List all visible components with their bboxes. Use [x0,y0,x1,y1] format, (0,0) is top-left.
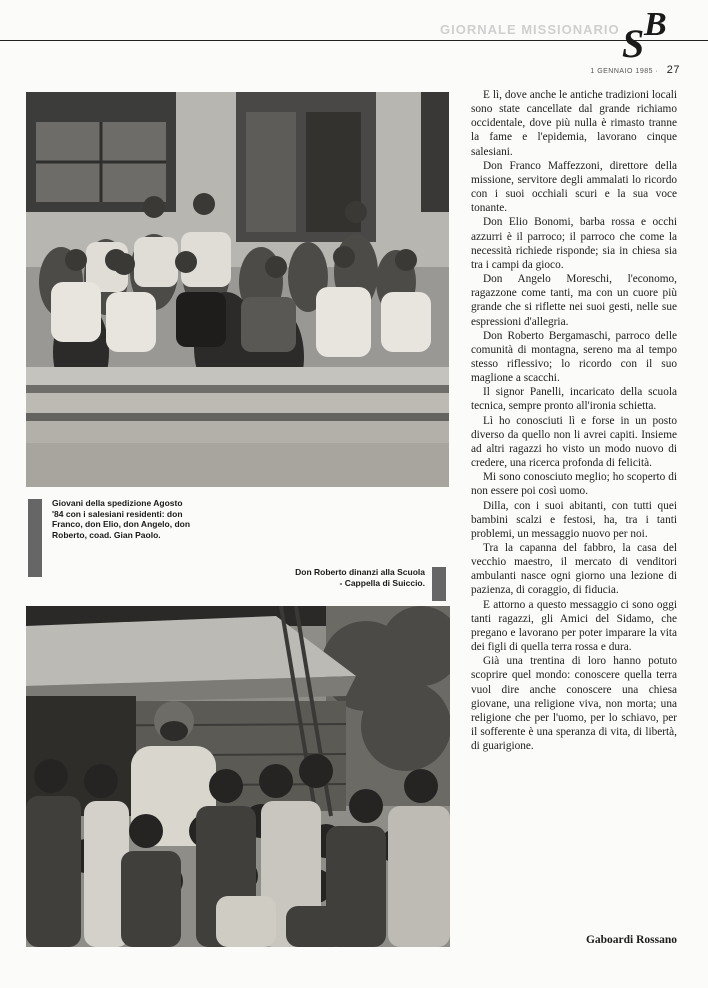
children-photo [26,606,450,947]
logo-letter-s: S [622,21,645,66]
group-photo [26,92,449,487]
article-paragraph: Don Angelo Moreschi, l'economo, ragazzone come tanti, ma con un cuore più grande che si riflette nei suoi gesti, nelle sue espressioni d'allegria. [471,273,677,328]
logo-letter-b: B [644,6,667,43]
article-paragraph: Il signor Panelli, incaricato della scuola tecnica, sempre pronto all'ironia schietta. [471,386,677,413]
issue-date: 1 GENNAIO 1985 [590,68,653,75]
magazine-logo [618,6,678,66]
article-paragraph: Don Roberto Bergamaschi, parroco delle comunità di montagna, sereno ma al tempo stesso riflessivo; lo ricordo con il suo maglione a scacchi. [471,329,677,385]
article-paragraph: Mi sono conosciuto meglio; ho scoperto di non essere poi così uomo. [471,471,677,498]
author-signature: Gaboardi Rossano [585,934,677,946]
article-paragraph: Lì ho conosciuti lì e forse in un posto diverso da quello non li avrei capiti. Insieme ad altri ragazzi ho visto un modo nuovo di credere, una ricerca profonda di felicità. [471,414,677,470]
page-number: 27 [666,64,680,76]
article-paragraph: Tra la capanna del fabbro, la casa del vecchio maestro, il mercato di venditori ambulanti nasce ogni giorno una lezione di pazienza, di coraggio, di fiducia. [471,542,677,597]
caption2-bar [432,567,446,601]
ghost-header-text: GIORNALE MISSIONARIO [440,22,620,37]
dateline-separator: · [655,68,659,75]
article-paragraph: Già una trentina di loro hanno potuto scoprire quel mondo: conoscere quella terra vuol dire anche conoscere una chiesa giovane, una religione viva, non morta; una religione che per l'uomo, per lo schiavo, per il sofferente è una speranza di vita, di libertà, di guarigione. [471,655,677,753]
header-rule [0,40,708,41]
caption1-bar [28,499,42,577]
article-paragraph: Don Franco Maffezzoni, direttore della missione, servitore degli ammalati lo ricordo con i suoi occhiali scuri e la sua voce tonante. [471,159,677,215]
article-body [471,88,677,753]
dateline [520,64,680,76]
caption-group-photo: Giovani della spedizione Agosto '84 con i salesiani residenti: don Franco, don Elio, don Angelo, don Roberto, coad. Gian Paolo. [52,498,191,540]
article-paragraph: E attorno a questo messaggio ci sono oggi tanti ragazzi, gli Amici del Sidamo, che pregano e lavorano per poter imparare la vita dei figli di quella terra rossa e dura. [471,598,677,654]
article-paragraph: Dilla, con i suoi abitanti, con tutti quei bambini scalzi e festosi, ha, tra i tanti problemi, un messaggio nuovo per noi. [471,499,677,540]
caption-children-photo: Don Roberto dinanzi alla Scuola - Cappella di Suiccio. [295,567,425,588]
article-paragraph: Don Elio Bonomi, barba rossa e occhi azzurri è il parroco; il parroco che come la necessità richiede risponde; sia in chiesa sia tra i campi da gioco. [471,216,677,271]
article-paragraph: E lì, dove anche le antiche tradizioni locali sono state cancellate dal grande richiamo occidentale, dove più nulla è rimasto tranne la fame e l'epidemia, lavorano cinque salesiani. [471,89,677,158]
